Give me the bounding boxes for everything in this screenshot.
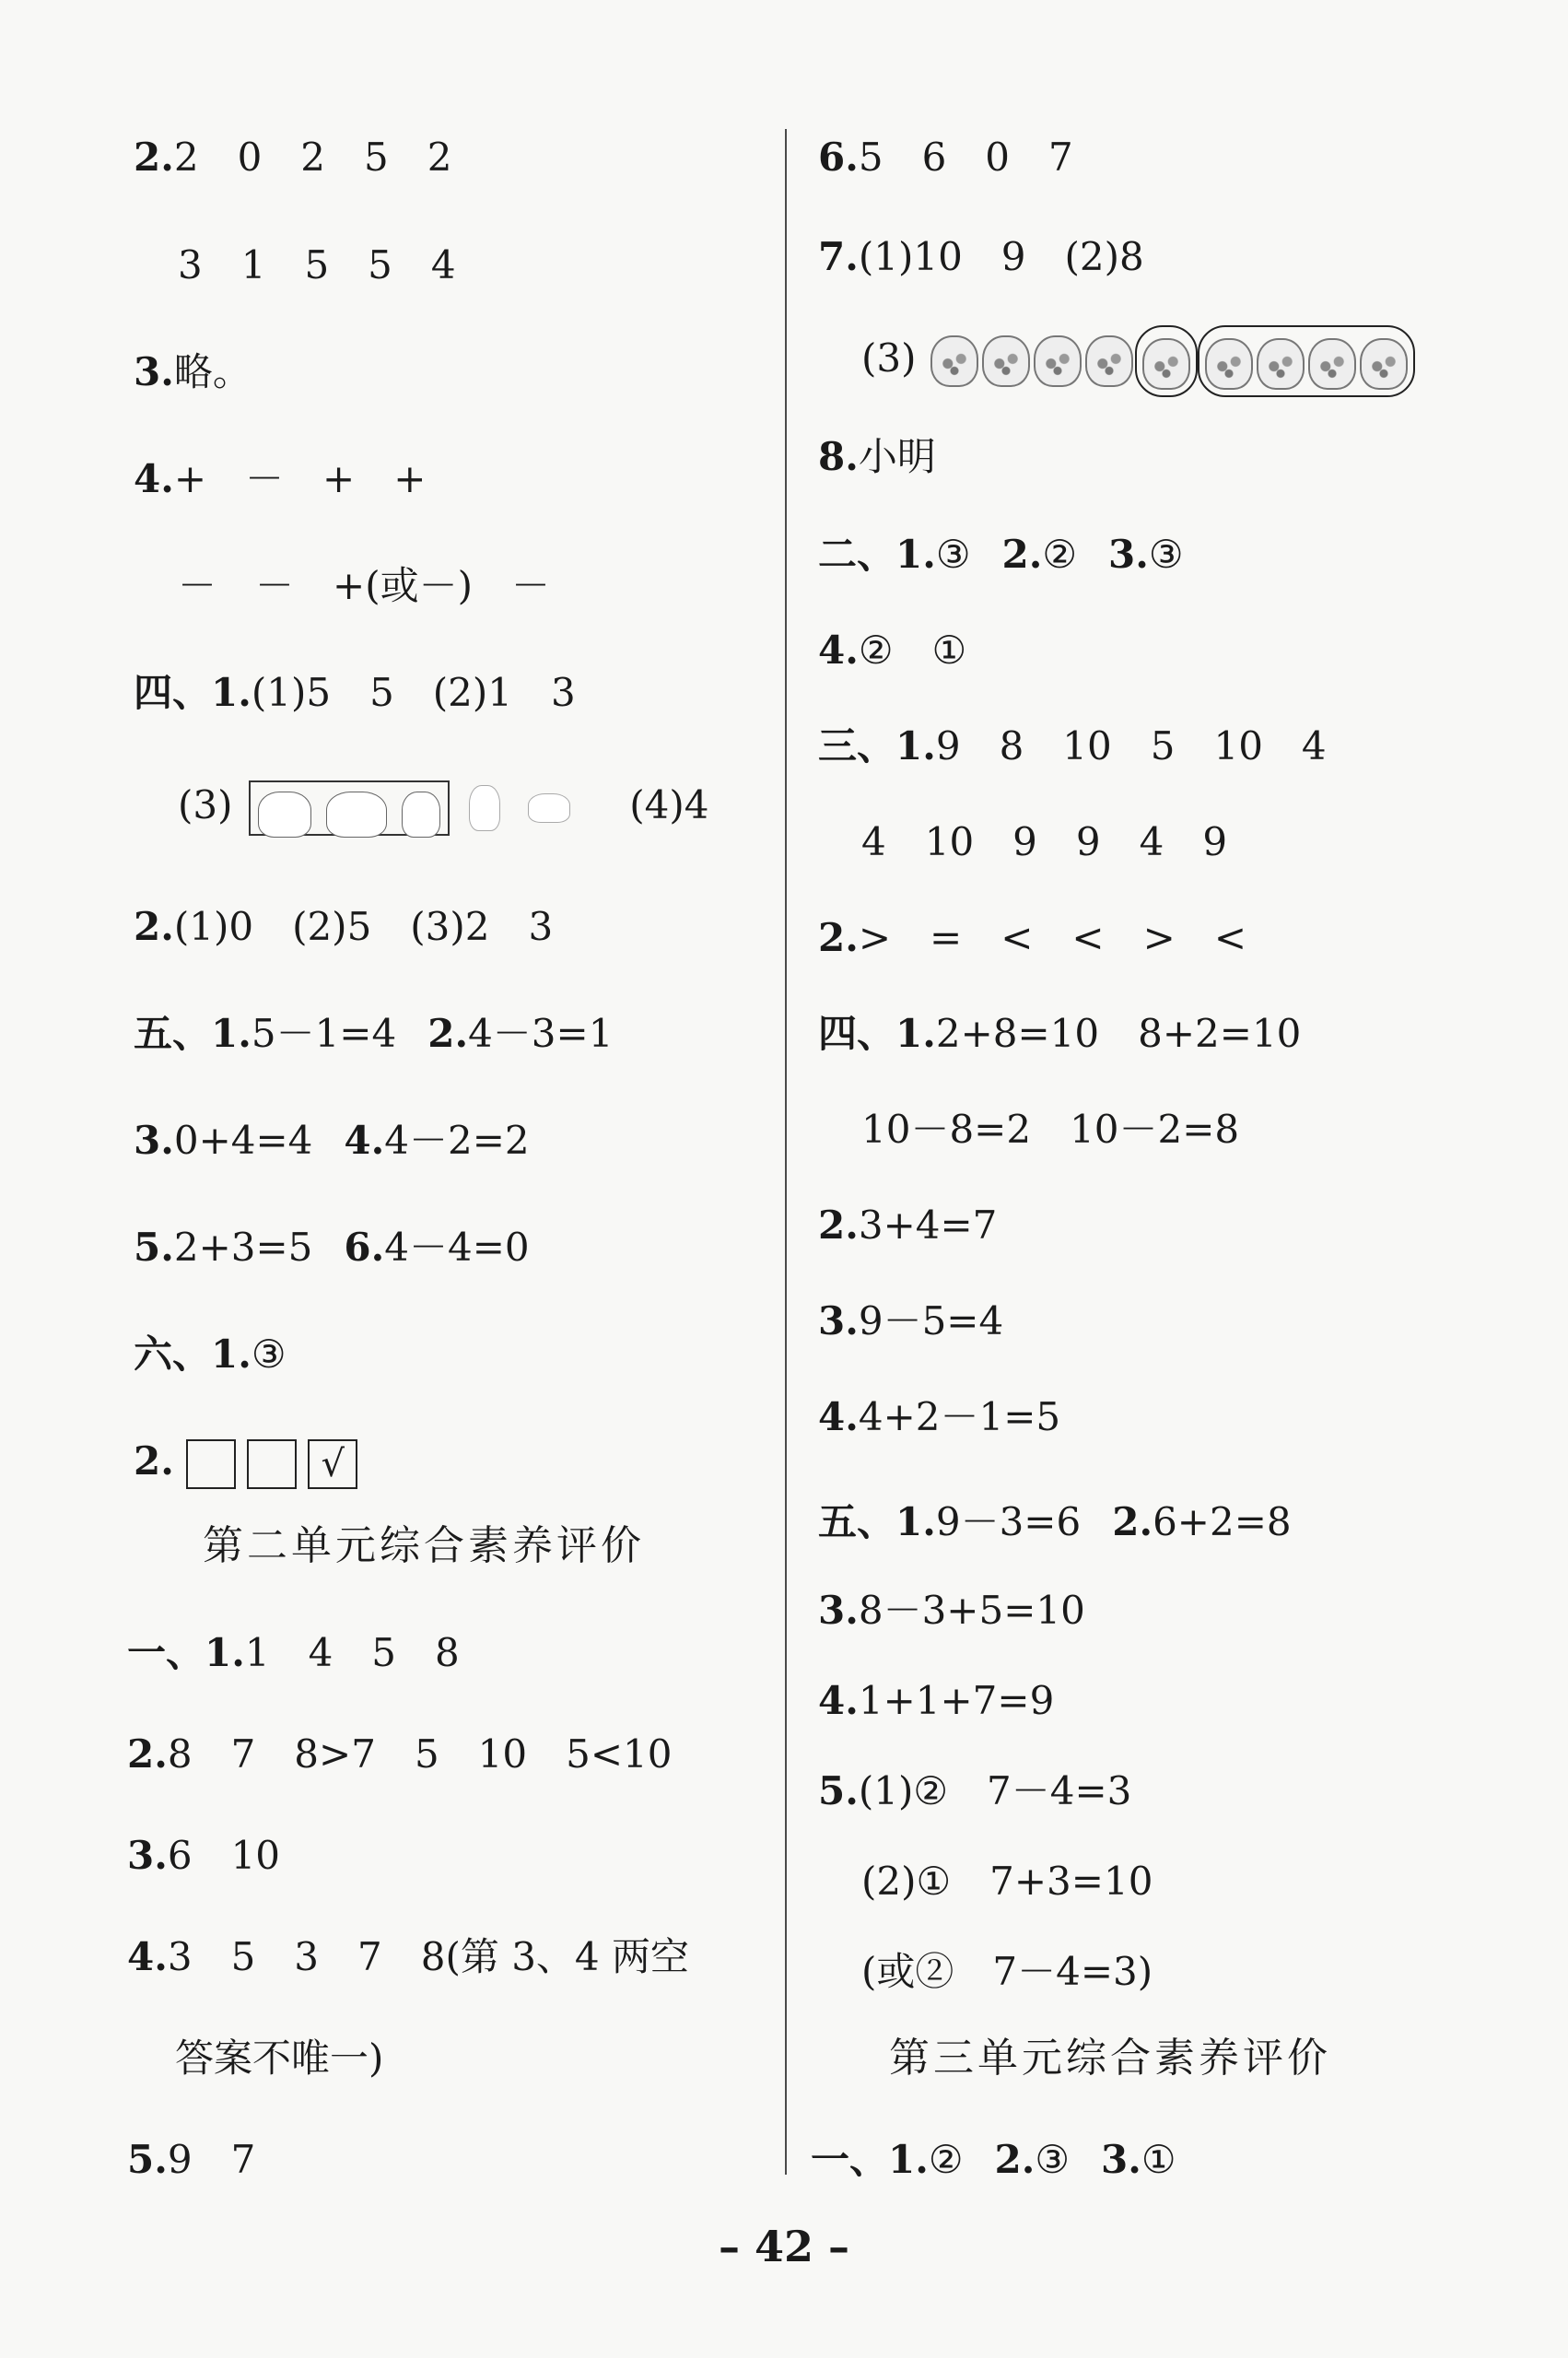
answer-line: 2.> = < < > < [818, 915, 1247, 960]
answer-line: 一、1.1 4 5 8 [127, 1630, 460, 1675]
jar-icon [1085, 335, 1133, 387]
animal-picture-box [249, 780, 450, 836]
section-heading: 第二单元综合素养评价 [203, 1522, 645, 1569]
answer-box-checked: √ [308, 1439, 357, 1489]
answer-line: 3.略。 [134, 349, 252, 394]
answer-line: 三、1.9 8 10 5 10 4 [818, 723, 1327, 768]
jar-icon [982, 335, 1030, 387]
answer-line: 3.9－5=4 [818, 1298, 1004, 1343]
answer-line: 四、1.2+8=10 8+2=10 [818, 1011, 1302, 1056]
answer-line: 4.② ① [818, 628, 967, 673]
answer-line: 5.2+3=5 6.4－4=0 [134, 1225, 530, 1270]
answer-line: 4.4+2－1=5 [818, 1394, 1061, 1439]
answer-line: － － +(或－) － [178, 563, 550, 608]
answer-line: 2.(1)0 (2)5 (3)2 3 [134, 904, 554, 949]
answer-line: 2.8 7 8>7 5 10 5<10 [127, 1731, 673, 1777]
answer-line: 10－8=2 10－2=8 [861, 1107, 1240, 1152]
jar-icon [1034, 335, 1082, 387]
answer-line: 二、1.③ 2.② 3.③ [818, 532, 1184, 577]
answer-line: 5.9 7 [127, 2137, 256, 2182]
bear-icon [258, 792, 311, 838]
answer-line: 五、1.5－1=4 2.4－3=1 [134, 1011, 614, 1056]
jar-icon [1308, 338, 1356, 390]
answer-line: 5.(1)② 7－4=3 [818, 1768, 1132, 1813]
answer-line: 6.5 6 0 7 [818, 135, 1073, 180]
answer-line: 四、1.(1)5 5 (2)1 3 [134, 670, 576, 715]
cat-icon [528, 793, 570, 823]
answer-line: 六、1.③ [134, 1332, 287, 1377]
answer-line: 8.小明 [818, 434, 936, 479]
answer-line: (3) (4)4 [178, 776, 709, 835]
answer-line: 2.2 0 2 5 2 [134, 135, 452, 180]
page-number: – 42 – [718, 2222, 850, 2271]
answer-line: 4.3 5 3 7 8(第 3、4 两空 [127, 1934, 689, 1979]
circled-jar [1135, 325, 1198, 397]
answer-line: 7.(1)10 9 (2)8 [818, 234, 1144, 279]
answer-line: 3.6 10 [127, 1833, 281, 1878]
section-heading: 第三单元综合素养评价 [889, 2035, 1331, 2082]
answer-line: 2.3+4=7 [818, 1202, 998, 1248]
jar-icon [1360, 338, 1408, 390]
jar-icon [1142, 338, 1190, 390]
answer-line: 2. √ [134, 1434, 369, 1489]
answer-line: 一、1.② 2.③ 3.① [811, 2137, 1176, 2182]
answer-line: (3) [861, 325, 1415, 390]
answer-line: 答案不唯一) [175, 2035, 384, 2081]
circled-jar-group [1198, 325, 1415, 397]
answer-line: 4 10 9 9 4 9 [861, 819, 1228, 864]
answer-line: 3.0+4=4 4.4－2=2 [134, 1118, 530, 1163]
answer-box-empty [186, 1439, 236, 1489]
answer-line: 3.8－3+5=10 [818, 1588, 1085, 1633]
answer-box-empty [247, 1439, 297, 1489]
answer-line: 3 1 5 5 4 [178, 242, 456, 287]
answer-line: 4.+ － + + [134, 456, 427, 501]
answer-line: 五、1.9－3=6 2.6+2=8 [818, 1499, 1292, 1544]
rabbit-icon [469, 785, 500, 831]
jar-icon [1205, 338, 1253, 390]
column-divider [785, 129, 787, 2175]
answer-line: (2)① 7+3=10 [861, 1859, 1153, 1904]
monkey-icon [402, 792, 440, 838]
jar-icon [1257, 338, 1305, 390]
sheep-icon [326, 792, 387, 838]
answer-line: 4.1+1+7=9 [818, 1678, 1055, 1723]
jar-icon [930, 335, 978, 387]
answer-line: (或② 7－4=3) [861, 1949, 1153, 1994]
